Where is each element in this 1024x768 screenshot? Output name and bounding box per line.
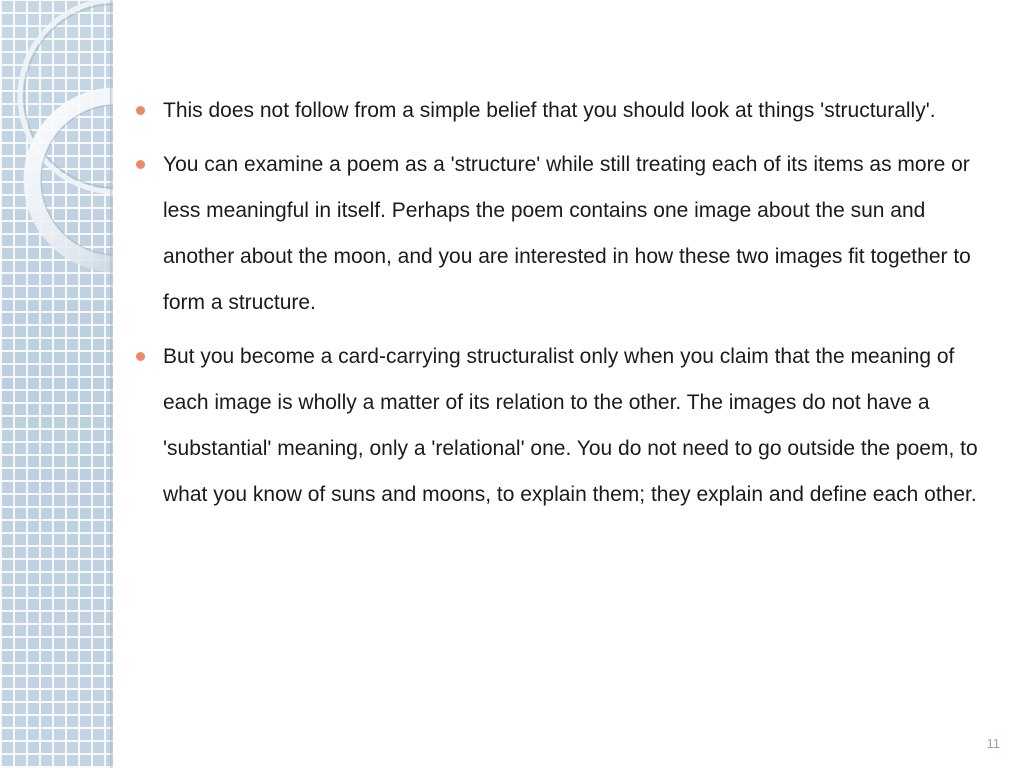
bullet-text: But you become a card-carrying structuralist only when you claim that the meaning of each image is wholly a matter of its relation to the other. The images do not have a 'substantial' meaning, only a 'relational' one. You do not need to go outside the poem, to what you know of suns and moons, to explain them; they explain and define each other. (163, 345, 978, 506)
decorative-rings-graphic (0, 0, 113, 768)
bullet-item (136, 142, 986, 326)
bullet-dot-icon (136, 106, 145, 115)
bullet-dot-icon (136, 352, 145, 361)
bullet-item (136, 334, 986, 518)
decorative-sidebar (0, 0, 113, 768)
bullet-text: This does not follow from a simple belief that you should look at things 'structurally'. (163, 99, 936, 122)
slide-number: 11 (986, 736, 1000, 751)
bullet-item (136, 88, 986, 134)
sidebar-edge-shadow (110, 0, 113, 768)
bullet-text: You can examine a poem as a 'structure' while still treating each of its items as more or less meaningful in itself. Perhaps the poem contains one image about the sun and another about the moon, and you are interested in how these two images fit together to form a structure. (163, 153, 971, 314)
slide-body (136, 88, 986, 526)
bullet-dot-icon (136, 160, 145, 169)
